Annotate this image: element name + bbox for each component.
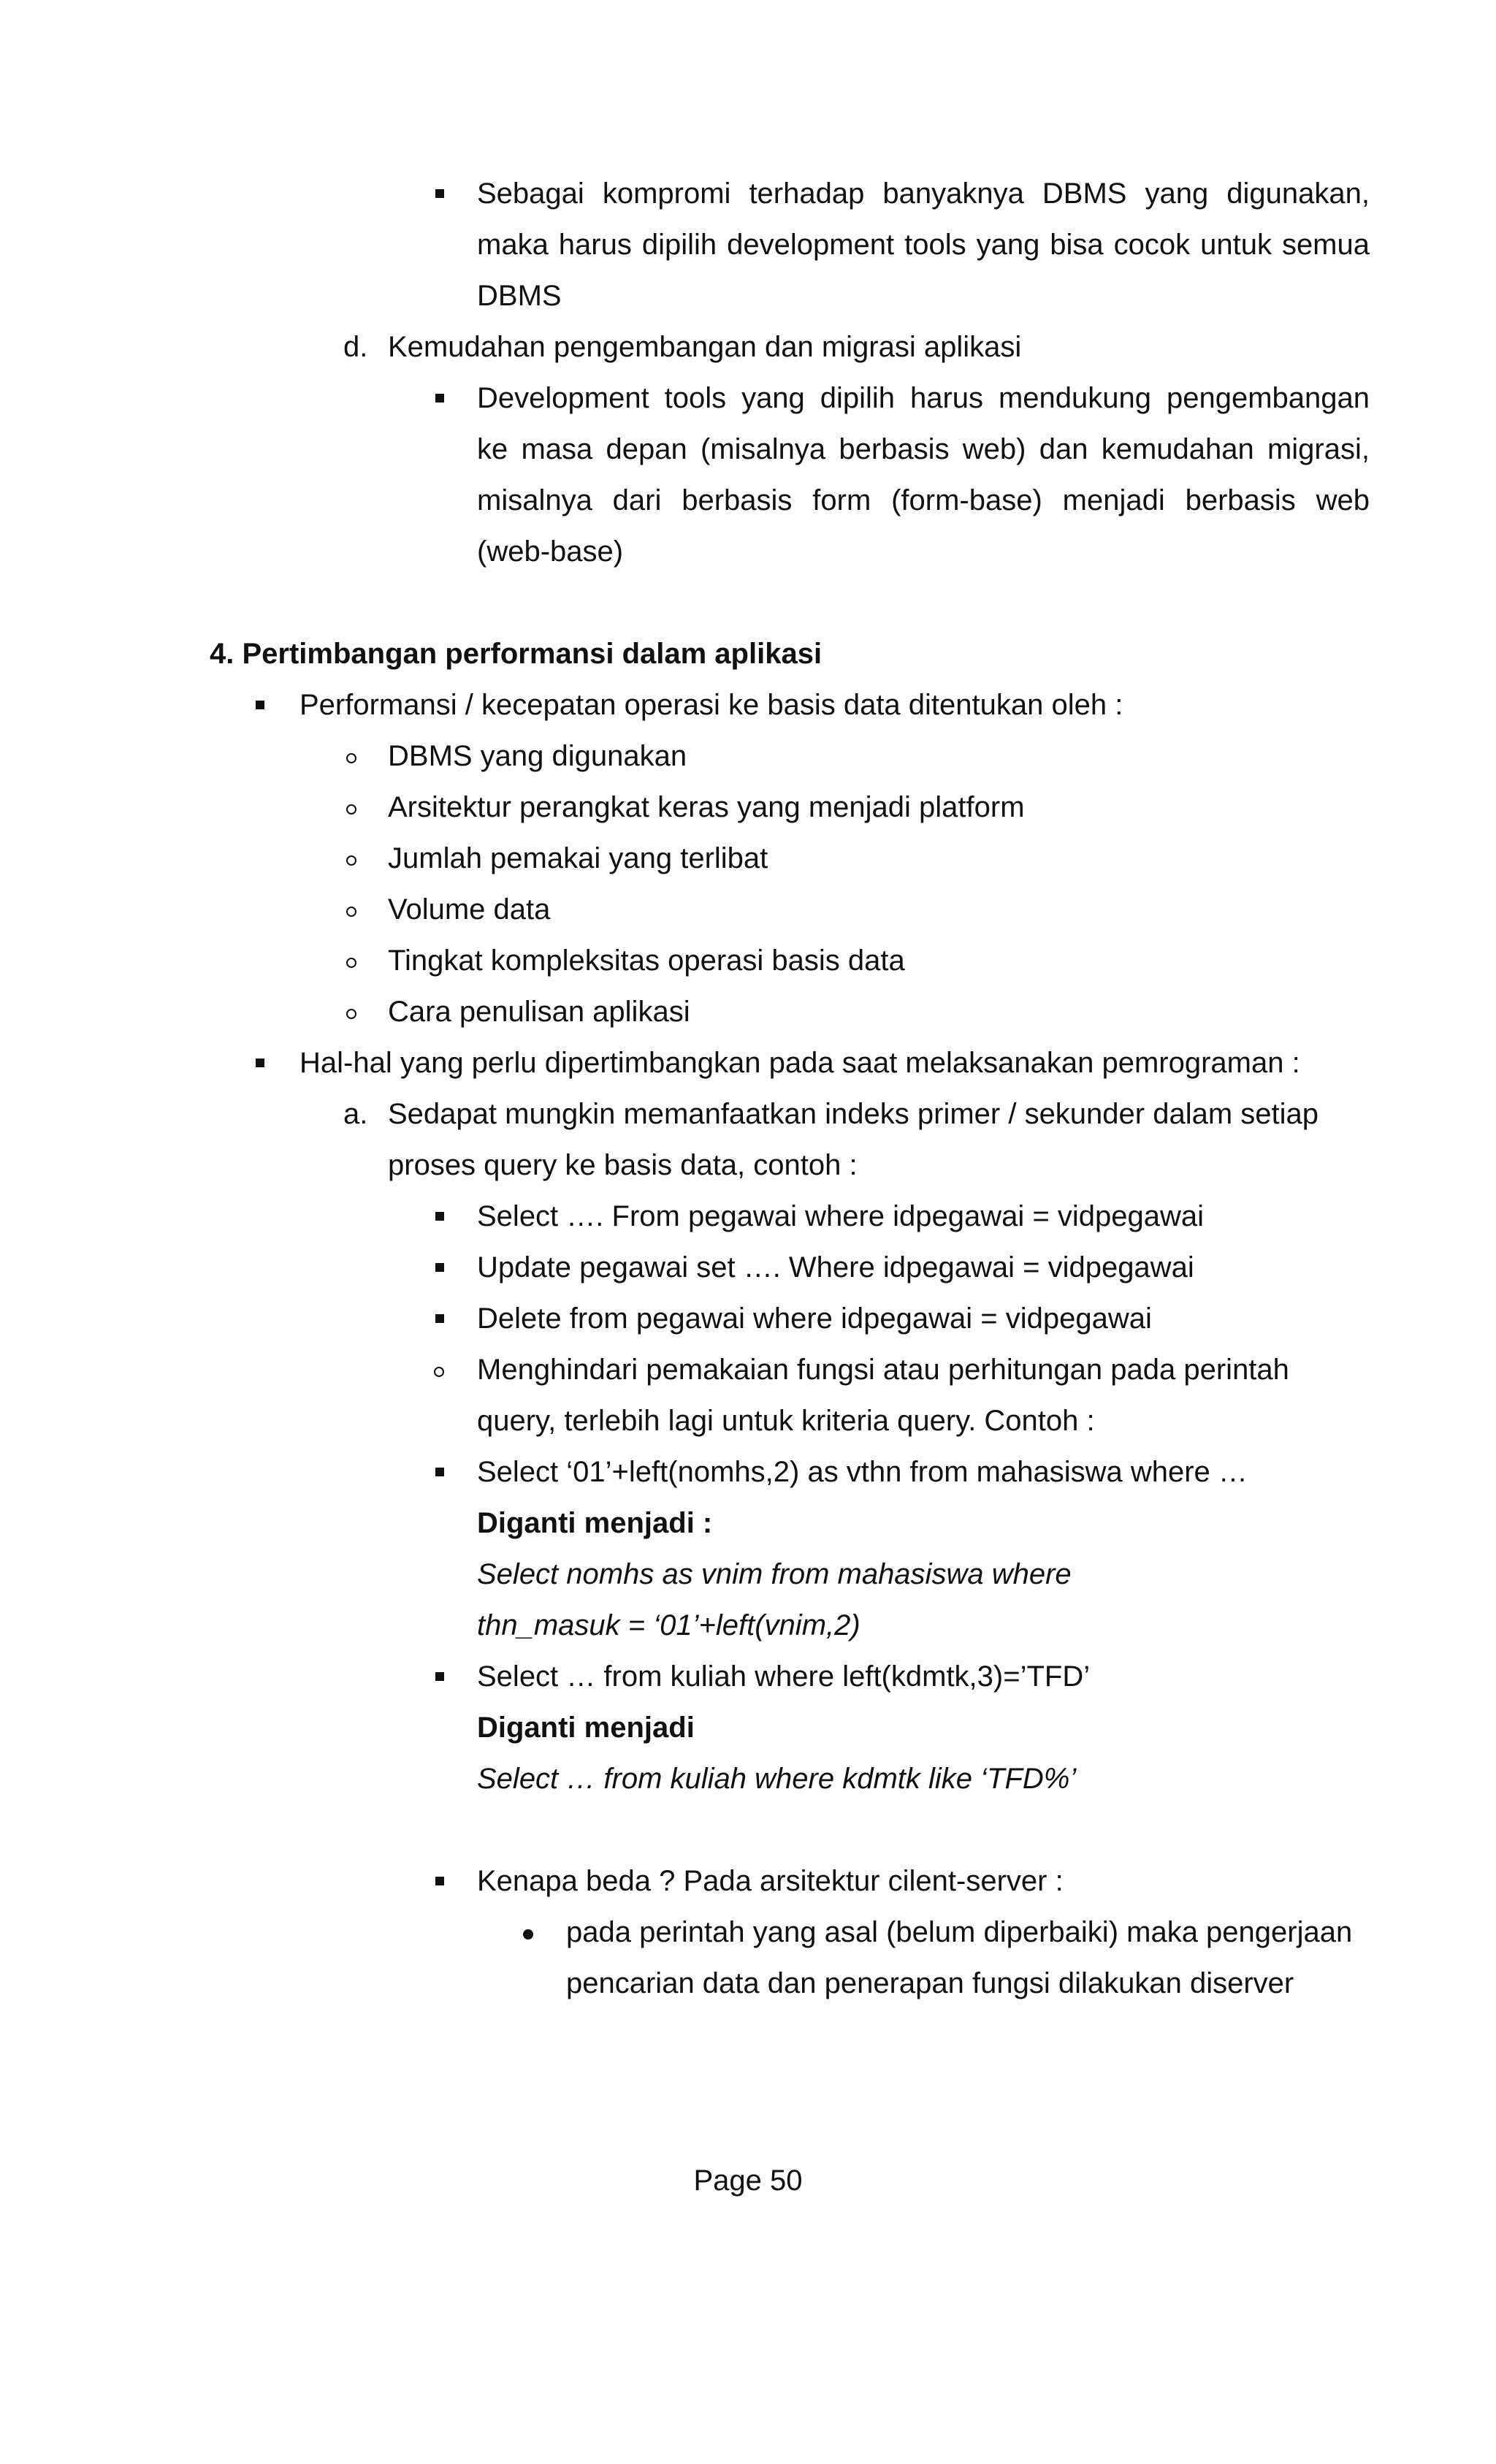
list-item: Tingkat kompleksitas operasi basis data: [388, 945, 905, 977]
query-example: Update pegawai set …. Where idpegawai = vidpegawai: [477, 1251, 1194, 1284]
circle-bullet-icon: [346, 958, 356, 968]
square-bullet-icon: [435, 1212, 444, 1221]
replace-label: Diganti menjadi :: [477, 1507, 713, 1539]
list-item-text: pencarian data dan penerapan fungsi dilakukan diserver: [566, 1967, 1294, 1999]
circle-bullet-icon: [346, 907, 356, 917]
replacement-query: Select … from kuliah where kdmtk like ‘TFD%’: [477, 1763, 1077, 1795]
list-item: Cara penulisan aplikasi: [388, 996, 690, 1028]
paragraph-line: misalnya dari berbasis form (form-base) menjadi berbasis web: [477, 484, 1370, 516]
circle-bullet-icon: [346, 855, 356, 866]
paragraph-line: DBMS: [477, 280, 562, 312]
paragraph-line: maka harus dipilih development tools yang bisa cocok untuk semua: [477, 229, 1370, 261]
square-bullet-icon: [435, 1314, 444, 1323]
list-marker: d.: [343, 331, 368, 363]
list-item-text: pada perintah yang asal (belum diperbaiki) maka pengerjaan: [566, 1916, 1353, 1948]
dot-bullet-icon: [523, 1929, 533, 1939]
list-item: Volume data: [388, 893, 551, 926]
section-heading: 4. Pertimbangan performansi dalam aplikasi: [210, 638, 823, 670]
paragraph-line: (web-base): [477, 535, 624, 568]
paragraph-line: Sebagai kompromi terhadap banyaknya DBMS yang digunakan,: [477, 178, 1370, 210]
list-item: Arsitektur perangkat keras yang menjadi platform: [388, 791, 1025, 823]
list-item: DBMS yang digunakan: [388, 740, 687, 772]
circle-bullet-icon: [346, 1009, 356, 1019]
paragraph-line: ke masa depan (misalnya berbasis web) dan kemudahan migrasi,: [477, 433, 1370, 465]
list-item: Jumlah pemakai yang terlibat: [388, 842, 768, 874]
circle-bullet-icon: [346, 753, 356, 763]
circle-bullet-icon: [346, 804, 356, 815]
replacement-query: Select nomhs as vnim from mahasiswa where: [477, 1558, 1072, 1590]
query-example: Delete from pegawai where idpegawai = vidpegawai: [477, 1302, 1152, 1335]
square-bullet-icon: [435, 1877, 444, 1885]
circle-bullet-icon: [434, 1367, 444, 1377]
bullet-text: Hal-hal yang perlu dipertimbangkan pada saat melaksanakan pemrograman :: [299, 1047, 1300, 1079]
list-item-text: Sedapat mungkin memanfaatkan indeks primer / sekunder dalam setiap: [388, 1098, 1319, 1130]
paragraph-line: Development tools yang dipilih harus mendukung pengembangan: [477, 382, 1370, 414]
query-example: Select … from kuliah where left(kdmtk,3)=’TFD’: [477, 1660, 1091, 1693]
square-bullet-icon: [435, 1468, 444, 1476]
bullet-text: Kenapa beda ? Pada arsitektur cilent-server :: [477, 1865, 1064, 1897]
square-bullet-icon: [256, 701, 264, 709]
square-bullet-icon: [256, 1059, 264, 1067]
square-bullet-icon: [435, 394, 444, 403]
query-example: Select …. From pegawai where idpegawai = vidpegawai: [477, 1200, 1204, 1232]
square-bullet-icon: [435, 189, 444, 198]
list-item-text: Menghindari pemakaian fungsi atau perhitungan pada perintah: [477, 1354, 1289, 1386]
list-item-text: query, terlebih lagi untuk kriteria query. Contoh :: [477, 1405, 1095, 1437]
page-number: Page 50: [693, 2164, 803, 2197]
square-bullet-icon: [435, 1263, 444, 1272]
query-example: Select ‘01’+left(nomhs,2) as vthn from mahasiswa where …: [477, 1456, 1248, 1488]
list-item-text: proses query ke basis data, contoh :: [388, 1149, 858, 1181]
replacement-query: thn_masuk = ‘01’+left(vnim,2): [477, 1609, 860, 1641]
replace-label: Diganti menjadi: [477, 1712, 695, 1744]
list-marker: a.: [343, 1098, 368, 1130]
square-bullet-icon: [435, 1672, 444, 1681]
bullet-text: Performansi / kecepatan operasi ke basis data ditentukan oleh :: [299, 689, 1123, 721]
list-item-text: Kemudahan pengembangan dan migrasi aplikasi: [388, 331, 1022, 363]
